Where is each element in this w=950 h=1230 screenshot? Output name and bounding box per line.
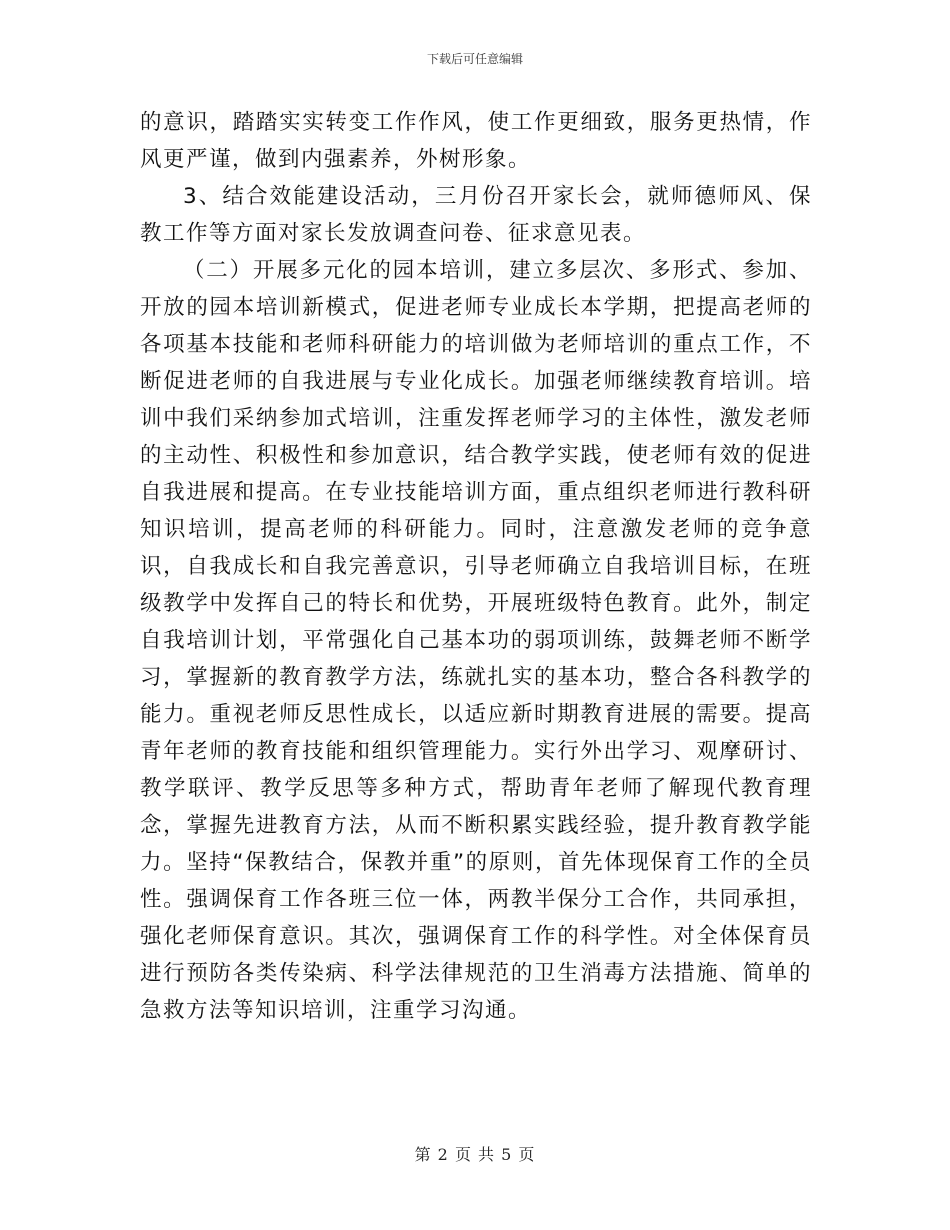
paragraph-item-3: 3、结合效能建设活动，三月份召开家长会，就师德师风、保教工作等方面对家长发放调查问卷、征求意见表。 (140, 184, 812, 246)
paragraph-continuation: 的意识，踏踏实实转变工作作风，使工作更细致，服务更热情，作风更严谨，做到内强素养，外树形象。 (140, 110, 812, 172)
document-body (140, 104, 812, 1029)
page-header: 下载后可任意编辑 (426, 52, 523, 66)
paragraph-section-2: （二）开展多元化的园本培训，建立多层次、多形式、参加、开放的园本培训新模式，促进老师专业成长本学期，把提高老师的各项基本技能和老师科研能力的培训做为老师培训的重点工作，不断促进老师的自我进展与专业化成长。加强老师继续教育培训。培训中我们采纳参加式培训，注重发挥老师学习的主体性，激发老师的主动性、积极性和参加意识，结合教学实践，使老师有效的促进自我进展和提高。在专业技能培训方面，重点组织老师进行教科研知识培训，提高老师的科研能力。同时，注意激发老师的竞争意识，自我成长和自我完善意识，引导老师确立自我培训目标，在班级教学中发挥自己的特长和优势，开展班级特色教育。此外，制定自我培训计划，平常强化自己基本功的弱项训练，鼓舞老师不断学习，掌握新的教育教学方法，练就扎实的基本功，整合各科教学的能力。重视老师反思性成长，以适应新时期教育进展的需要。提高青年老师的教育技能和组织管理能力。实行外出学习、观摩研讨、教学联评、教学反思等多种方式，帮助青年老师了解现代教育理念，掌握先进教育方法，从而不断积累实践经验，提升教育教学能力。坚持“保教结合，保教并重”的原则，首先体现保育工作的全员性。强调保育工作各班三位一体，两教半保分工合作，共同承担，强化老师保育意识。其次，强调保育工作的科学性。对全体保育员进行预防各类传染病、科学法律规范的卫生消毒方法措施、简单的急救方法等知识培训，注重学习沟通。 (140, 258, 812, 1023)
page-number-footer: 第 2 页 共 5 页 (414, 1145, 536, 1164)
